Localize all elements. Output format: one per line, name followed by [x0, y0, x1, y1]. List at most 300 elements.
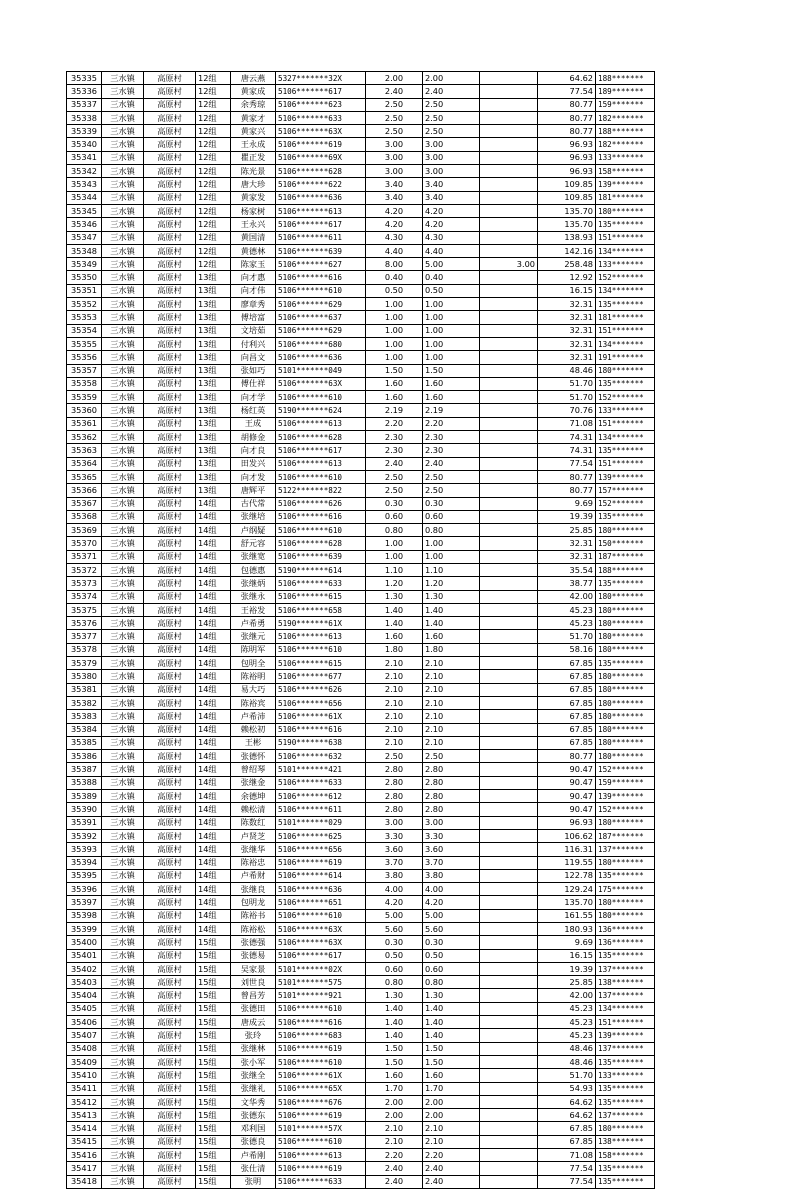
phone-cell: 150*******: [596, 537, 655, 550]
amount-cell: 80.77: [538, 470, 596, 483]
area-total-cell: 2.80: [366, 776, 423, 789]
name-cell: 张德怀: [231, 750, 276, 763]
name-cell: 张继良: [231, 883, 276, 896]
phone-cell: 139*******: [596, 1029, 655, 1042]
group-cell: 15组: [196, 1149, 231, 1162]
amount-cell: 64.62: [538, 1095, 596, 1108]
area-b-cell: [480, 72, 538, 85]
area-a-cell: 2.30: [423, 431, 480, 444]
amount-cell: 32.31: [538, 298, 596, 311]
row-number-cell: 35413: [67, 1109, 102, 1122]
group-cell: 15组: [196, 1109, 231, 1122]
row-number-cell: 35409: [67, 1055, 102, 1068]
area-total-cell: 2.50: [366, 111, 423, 124]
area-total-cell: 3.40: [366, 191, 423, 204]
area-b-cell: [480, 1055, 538, 1068]
id-number-cell: 5106*******63X: [276, 377, 366, 390]
area-a-cell: 2.10: [423, 670, 480, 683]
id-number-cell: 5106*******628: [276, 537, 366, 550]
area-b-cell: [480, 404, 538, 417]
area-b-cell: [480, 750, 538, 763]
group-cell: 12组: [196, 191, 231, 204]
town-cell: 三水镇: [102, 510, 144, 523]
town-cell: 三水镇: [102, 1109, 144, 1122]
name-cell: 向才学: [231, 391, 276, 404]
area-total-cell: 3.40: [366, 178, 423, 191]
id-number-cell: 5106*******610: [276, 524, 366, 537]
area-a-cell: 0.30: [423, 936, 480, 949]
village-cell: 高原村: [144, 856, 196, 869]
area-a-cell: 2.19: [423, 404, 480, 417]
name-cell: 卢希勇: [231, 617, 276, 630]
row-number-cell: 35349: [67, 258, 102, 271]
area-b-cell: [480, 710, 538, 723]
area-a-cell: 0.50: [423, 949, 480, 962]
amount-cell: 48.46: [538, 1042, 596, 1055]
amount-cell: 80.77: [538, 484, 596, 497]
group-cell: 12组: [196, 218, 231, 231]
area-a-cell: 5.60: [423, 923, 480, 936]
amount-cell: 90.47: [538, 776, 596, 789]
table-row: [67, 404, 655, 417]
town-cell: 三水镇: [102, 231, 144, 244]
phone-cell: 180*******: [596, 816, 655, 829]
name-cell: 张继永: [231, 590, 276, 603]
name-cell: 张继礼: [231, 1082, 276, 1095]
area-b-cell: [480, 85, 538, 98]
group-cell: 14组: [196, 537, 231, 550]
name-cell: 赖松清: [231, 803, 276, 816]
area-b-cell: [480, 1149, 538, 1162]
table-row: [67, 883, 655, 896]
id-number-cell: 5106*******628: [276, 431, 366, 444]
row-number-cell: 35393: [67, 843, 102, 856]
area-a-cell: 0.30: [423, 497, 480, 510]
amount-cell: 71.08: [538, 1149, 596, 1162]
phone-cell: 188*******: [596, 72, 655, 85]
town-cell: 三水镇: [102, 85, 144, 98]
id-number-cell: 5106*******65X: [276, 1082, 366, 1095]
amount-cell: 80.77: [538, 125, 596, 138]
row-number-cell: 35373: [67, 577, 102, 590]
table-row: [67, 590, 655, 603]
town-cell: 三水镇: [102, 1095, 144, 1108]
row-number-cell: 35361: [67, 417, 102, 430]
town-cell: 三水镇: [102, 351, 144, 364]
area-total-cell: 3.00: [366, 816, 423, 829]
phone-cell: 136*******: [596, 923, 655, 936]
town-cell: 三水镇: [102, 1016, 144, 1029]
group-cell: 14组: [196, 883, 231, 896]
id-number-cell: 5106*******61X: [276, 1069, 366, 1082]
name-cell: 文培茹: [231, 324, 276, 337]
table-row: [67, 151, 655, 164]
village-cell: 高原村: [144, 949, 196, 962]
town-cell: 三水镇: [102, 989, 144, 1002]
phone-cell: 181*******: [596, 311, 655, 324]
row-number-cell: 35390: [67, 803, 102, 816]
id-number-cell: 5106*******610: [276, 1055, 366, 1068]
amount-cell: 32.31: [538, 324, 596, 337]
village-cell: 高原村: [144, 165, 196, 178]
area-b-cell: [480, 617, 538, 630]
town-cell: 三水镇: [102, 444, 144, 457]
id-number-cell: 5106*******611: [276, 803, 366, 816]
name-cell: 余德坤: [231, 790, 276, 803]
amount-cell: 80.77: [538, 750, 596, 763]
amount-cell: 135.70: [538, 896, 596, 909]
amount-cell: 71.08: [538, 417, 596, 430]
group-cell: 12组: [196, 125, 231, 138]
amount-cell: 106.62: [538, 829, 596, 842]
phone-cell: 151*******: [596, 457, 655, 470]
area-b-cell: [480, 790, 538, 803]
area-a-cell: 2.40: [423, 85, 480, 98]
area-b-cell: [480, 377, 538, 390]
id-number-cell: 5106*******615: [276, 590, 366, 603]
area-total-cell: 3.00: [366, 165, 423, 178]
area-total-cell: 2.40: [366, 1162, 423, 1175]
amount-cell: 116.31: [538, 843, 596, 856]
group-cell: 12组: [196, 165, 231, 178]
area-b-cell: [480, 298, 538, 311]
row-number-cell: 35395: [67, 869, 102, 882]
area-a-cell: 2.50: [423, 125, 480, 138]
area-a-cell: 0.80: [423, 976, 480, 989]
amount-cell: 161.55: [538, 909, 596, 922]
village-cell: 高原村: [144, 258, 196, 271]
id-number-cell: 5106*******633: [276, 1175, 366, 1188]
town-cell: 三水镇: [102, 457, 144, 470]
table-row: [67, 776, 655, 789]
table-row: [67, 949, 655, 962]
name-cell: 胡修金: [231, 431, 276, 444]
village-cell: 高原村: [144, 311, 196, 324]
row-number-cell: 35397: [67, 896, 102, 909]
amount-cell: 135.70: [538, 218, 596, 231]
phone-cell: 136*******: [596, 936, 655, 949]
amount-cell: 45.23: [538, 1002, 596, 1015]
area-a-cell: 2.80: [423, 776, 480, 789]
table-row: [67, 630, 655, 643]
table-row: [67, 470, 655, 483]
table-row: [67, 843, 655, 856]
amount-cell: 74.31: [538, 444, 596, 457]
area-b-cell: [480, 1122, 538, 1135]
town-cell: 三水镇: [102, 484, 144, 497]
amount-cell: 67.85: [538, 710, 596, 723]
area-b-cell: [480, 1016, 538, 1029]
row-number-cell: 35385: [67, 736, 102, 749]
table-row: [67, 723, 655, 736]
name-cell: 张继全: [231, 1069, 276, 1082]
name-cell: 廖章秀: [231, 298, 276, 311]
area-total-cell: 5.00: [366, 909, 423, 922]
village-cell: 高原村: [144, 590, 196, 603]
group-cell: 12组: [196, 231, 231, 244]
area-b-cell: [480, 843, 538, 856]
name-cell: 张继宽: [231, 550, 276, 563]
village-cell: 高原村: [144, 204, 196, 217]
area-total-cell: 1.60: [366, 391, 423, 404]
table-row: [67, 710, 655, 723]
phone-cell: 134*******: [596, 1002, 655, 1015]
area-b-cell: [480, 524, 538, 537]
id-number-cell: 5101*******575: [276, 976, 366, 989]
group-cell: 13组: [196, 484, 231, 497]
id-number-cell: 5106*******617: [276, 85, 366, 98]
area-b-cell: [480, 484, 538, 497]
phone-cell: 135*******: [596, 577, 655, 590]
id-number-cell: 5106*******633: [276, 776, 366, 789]
group-cell: 15组: [196, 1055, 231, 1068]
name-cell: 张德田: [231, 1002, 276, 1015]
id-number-cell: 5106*******627: [276, 258, 366, 271]
phone-cell: 188*******: [596, 563, 655, 576]
name-cell: 田发兴: [231, 457, 276, 470]
table-row: [67, 816, 655, 829]
table-row: [67, 1162, 655, 1175]
table-row: [67, 683, 655, 696]
village-cell: 高原村: [144, 869, 196, 882]
table-row: [67, 284, 655, 297]
row-number-cell: 35406: [67, 1016, 102, 1029]
village-cell: 高原村: [144, 191, 196, 204]
area-a-cell: 1.00: [423, 337, 480, 350]
table-row: [67, 298, 655, 311]
phone-cell: 189*******: [596, 85, 655, 98]
group-cell: 14组: [196, 696, 231, 709]
area-b-cell: [480, 204, 538, 217]
amount-cell: 180.93: [538, 923, 596, 936]
amount-cell: 77.54: [538, 1175, 596, 1188]
group-cell: 12组: [196, 258, 231, 271]
village-cell: 高原村: [144, 125, 196, 138]
id-number-cell: 5106*******683: [276, 1029, 366, 1042]
name-cell: 卢贤芝: [231, 829, 276, 842]
table-row: [67, 563, 655, 576]
phone-cell: 152*******: [596, 763, 655, 776]
name-cell: 易大巧: [231, 683, 276, 696]
table-row: [67, 1029, 655, 1042]
village-cell: 高原村: [144, 790, 196, 803]
group-cell: 14组: [196, 923, 231, 936]
area-b-cell: [480, 563, 538, 576]
area-b-cell: [480, 178, 538, 191]
amount-cell: 67.85: [538, 683, 596, 696]
name-cell: 傅培富: [231, 311, 276, 324]
group-cell: 15组: [196, 936, 231, 949]
area-b-cell: [480, 909, 538, 922]
area-b-cell: [480, 351, 538, 364]
area-total-cell: 2.10: [366, 736, 423, 749]
id-number-cell: 5106*******63X: [276, 125, 366, 138]
name-cell: 张如巧: [231, 364, 276, 377]
village-cell: 高原村: [144, 391, 196, 404]
phone-cell: 180*******: [596, 896, 655, 909]
row-number-cell: 35372: [67, 563, 102, 576]
amount-cell: 19.39: [538, 962, 596, 975]
area-a-cell: 1.00: [423, 351, 480, 364]
town-cell: 三水镇: [102, 803, 144, 816]
village-cell: 高原村: [144, 603, 196, 616]
row-number-cell: 35374: [67, 590, 102, 603]
phone-cell: 134*******: [596, 431, 655, 444]
row-number-cell: 35359: [67, 391, 102, 404]
table-row: [67, 98, 655, 111]
name-cell: 陈裕明: [231, 670, 276, 683]
village-cell: 高原村: [144, 497, 196, 510]
phone-cell: 133*******: [596, 258, 655, 271]
amount-cell: 54.93: [538, 1082, 596, 1095]
phone-cell: 135*******: [596, 949, 655, 962]
id-number-cell: 5106*******610: [276, 1135, 366, 1148]
id-number-cell: 5122*******822: [276, 484, 366, 497]
id-number-cell: 5190*******61X: [276, 617, 366, 630]
table-row: [67, 962, 655, 975]
name-cell: 吴家景: [231, 962, 276, 975]
area-b-cell: [480, 1175, 538, 1188]
town-cell: 三水镇: [102, 191, 144, 204]
id-number-cell: 5101*******421: [276, 763, 366, 776]
area-a-cell: 1.00: [423, 298, 480, 311]
area-a-cell: 1.00: [423, 324, 480, 337]
town-cell: 三水镇: [102, 125, 144, 138]
town-cell: 三水镇: [102, 165, 144, 178]
phone-cell: 180*******: [596, 683, 655, 696]
area-a-cell: 1.60: [423, 1069, 480, 1082]
amount-cell: 135.70: [538, 204, 596, 217]
table-row: [67, 178, 655, 191]
table-row: [67, 111, 655, 124]
group-cell: 13组: [196, 377, 231, 390]
phone-cell: 135*******: [596, 657, 655, 670]
id-number-cell: 5106*******636: [276, 883, 366, 896]
area-total-cell: 0.40: [366, 271, 423, 284]
row-number-cell: 35357: [67, 364, 102, 377]
town-cell: 三水镇: [102, 776, 144, 789]
village-cell: 高原村: [144, 563, 196, 576]
village-cell: 高原村: [144, 670, 196, 683]
village-cell: 高原村: [144, 923, 196, 936]
town-cell: 三水镇: [102, 244, 144, 257]
id-number-cell: 5106*******658: [276, 603, 366, 616]
area-total-cell: 2.40: [366, 457, 423, 470]
area-total-cell: 0.30: [366, 936, 423, 949]
row-number-cell: 35369: [67, 524, 102, 537]
village-cell: 高原村: [144, 431, 196, 444]
village-cell: 高原村: [144, 231, 196, 244]
id-number-cell: 5106*******629: [276, 298, 366, 311]
town-cell: 三水镇: [102, 923, 144, 936]
table-row: [67, 790, 655, 803]
phone-cell: 135*******: [596, 1095, 655, 1108]
phone-cell: 180*******: [596, 630, 655, 643]
table-row: [67, 976, 655, 989]
area-a-cell: 3.00: [423, 816, 480, 829]
area-b-cell: [480, 191, 538, 204]
town-cell: 三水镇: [102, 524, 144, 537]
table-row: [67, 138, 655, 151]
area-a-cell: 2.80: [423, 790, 480, 803]
amount-cell: 77.54: [538, 85, 596, 98]
town-cell: 三水镇: [102, 869, 144, 882]
town-cell: 三水镇: [102, 298, 144, 311]
name-cell: 赖松初: [231, 723, 276, 736]
village-cell: 高原村: [144, 816, 196, 829]
area-total-cell: 2.50: [366, 750, 423, 763]
area-total-cell: 1.40: [366, 603, 423, 616]
area-a-cell: 4.00: [423, 883, 480, 896]
town-cell: 三水镇: [102, 151, 144, 164]
name-cell: 张德良: [231, 1135, 276, 1148]
amount-cell: 138.93: [538, 231, 596, 244]
village-cell: 高原村: [144, 989, 196, 1002]
area-a-cell: 2.40: [423, 1162, 480, 1175]
area-b-cell: [480, 696, 538, 709]
phone-cell: 135*******: [596, 869, 655, 882]
row-number-cell: 35398: [67, 909, 102, 922]
id-number-cell: 5106*******656: [276, 843, 366, 856]
id-number-cell: 5106*******625: [276, 829, 366, 842]
group-cell: 14组: [196, 630, 231, 643]
town-cell: 三水镇: [102, 417, 144, 430]
group-cell: 12组: [196, 151, 231, 164]
row-number-cell: 35370: [67, 537, 102, 550]
group-cell: 13组: [196, 311, 231, 324]
name-cell: 余秀琼: [231, 98, 276, 111]
phone-cell: 152*******: [596, 391, 655, 404]
area-b-cell: [480, 431, 538, 444]
table-row: [67, 750, 655, 763]
id-number-cell: 5106*******614: [276, 869, 366, 882]
area-b-cell: [480, 736, 538, 749]
area-a-cell: 0.50: [423, 284, 480, 297]
village-cell: 高原村: [144, 803, 196, 816]
phone-cell: 134*******: [596, 284, 655, 297]
row-number-cell: 35367: [67, 497, 102, 510]
area-total-cell: 1.70: [366, 1082, 423, 1095]
area-total-cell: 2.00: [366, 1109, 423, 1122]
area-b-cell: [480, 311, 538, 324]
table-row: [67, 1069, 655, 1082]
id-number-cell: 5106*******616: [276, 723, 366, 736]
area-total-cell: 1.40: [366, 1002, 423, 1015]
id-number-cell: 5106*******622: [276, 178, 366, 191]
area-a-cell: 0.80: [423, 524, 480, 537]
group-cell: 14组: [196, 617, 231, 630]
area-total-cell: 2.00: [366, 1095, 423, 1108]
table-row: [67, 311, 655, 324]
town-cell: 三水镇: [102, 404, 144, 417]
row-number-cell: 35335: [67, 72, 102, 85]
amount-cell: 16.15: [538, 949, 596, 962]
id-number-cell: 5106*******680: [276, 337, 366, 350]
id-number-cell: 5106*******617: [276, 949, 366, 962]
name-cell: 卢希沛: [231, 710, 276, 723]
town-cell: 三水镇: [102, 829, 144, 842]
area-b-cell: [480, 337, 538, 350]
town-cell: 三水镇: [102, 1082, 144, 1095]
village-cell: 高原村: [144, 484, 196, 497]
phone-cell: 135*******: [596, 1055, 655, 1068]
amount-cell: 51.70: [538, 630, 596, 643]
area-b-cell: [480, 537, 538, 550]
row-number-cell: 35378: [67, 643, 102, 656]
table-row: [67, 643, 655, 656]
town-cell: 三水镇: [102, 1002, 144, 1015]
group-cell: 13组: [196, 337, 231, 350]
